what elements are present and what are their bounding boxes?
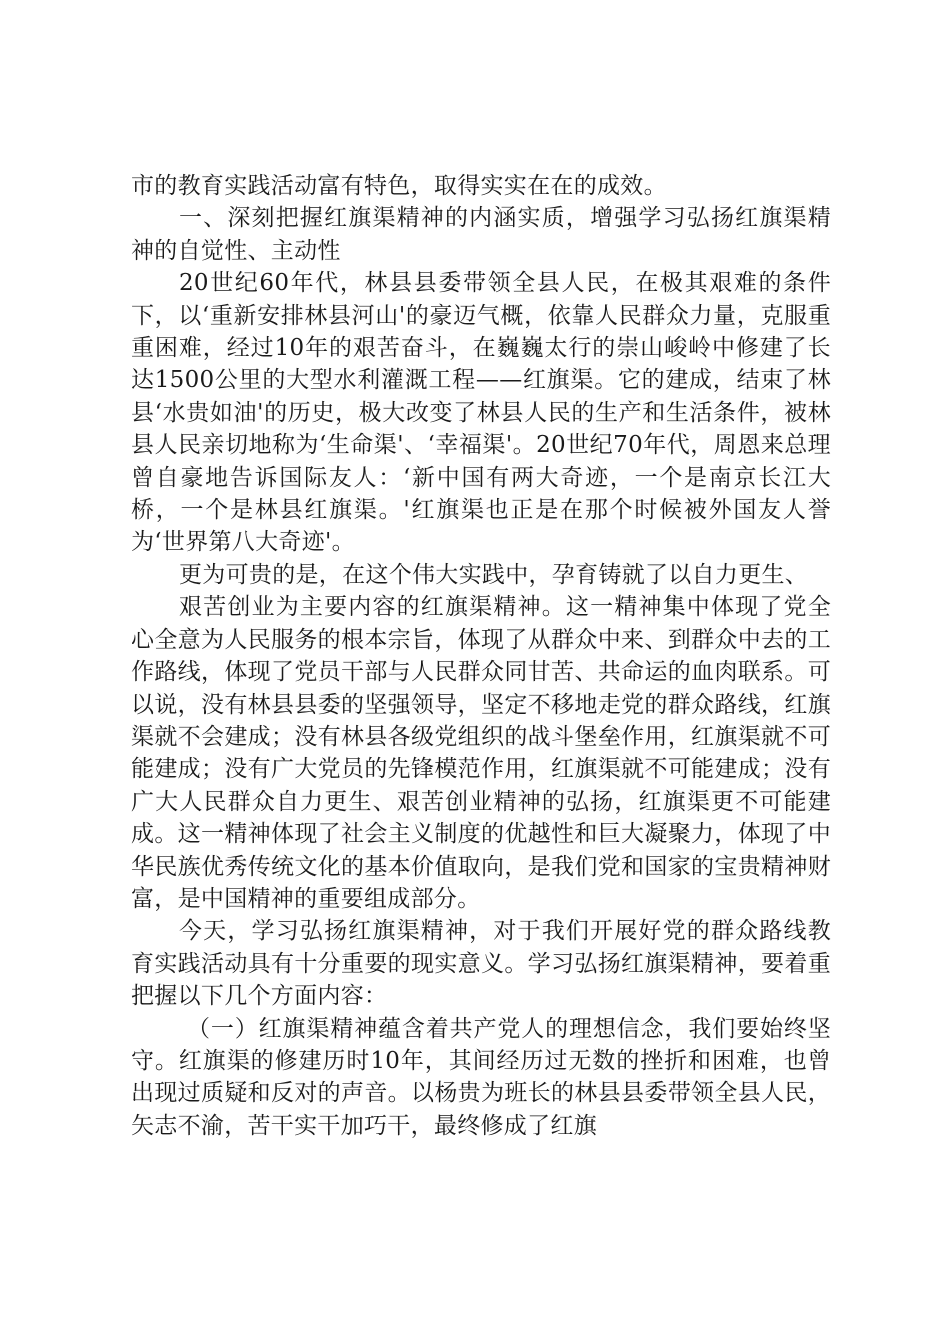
paragraph-history: 20世纪60年代，林县县委带领全县人民，在极其艰难的条件下，以‘重新安排林县河山'的豪迈气概，依靠人民群众力量，克服重重困难，经过10年的艰苦奋斗，在巍巍太行的崇山峻岭中修建了长达1500公里的大型水利灌溉工程——红旗渠。它的建成，结束了林县‘水贵如油'的历史，极大改变了林县人民的生产和生活条件，被林县人民亲切地称为‘生命渠'、‘幸福渠'。20世纪70年代，周恩来总理曾自豪地告诉国际友人：‘新中国有两大奇迹，一个是南京长江大桥，一个是林县红旗渠。'红旗渠也正是在那个时候被外国友人誉为‘世界第八大奇迹'。: [131, 270, 831, 556]
paragraph-spirit-content: 艰苦创业为主要内容的红旗渠精神。这一精神集中体现了党全心全意为人民服务的根本宗旨，体现了从群众中来、到群众中去的工作路线，体现了党员干部与人民群众同甘苦、共命运的血肉联系。可以说，没有林县县委的坚强领导，坚定不移地走党的群众路线，红旗渠就不会建成；没有林县各级党组织的战斗堡垒作用，红旗渠就不可能建成；没有广大党员的先锋模范作用，红旗渠就不可能建成；没有广大人民群众自力更生、艰苦创业精神的弘扬，红旗渠更不可能建成。这一精神体现了社会主义制度的优越性和巨大凝聚力，体现了中华民族优秀传统文化的基本价值取向，是我们党和国家的宝贵精神财富，是中国精神的重要组成部分。: [131, 594, 831, 912]
paragraph-spirit-intro: 更为可贵的是，在这个伟大实践中，孕育铸就了以自力更生、: [179, 561, 809, 588]
paragraph-point-1: （一）红旗渠精神蕴含着共产党人的理想信念，我们要始终坚守。红旗渠的修建历时10年，其间经历过无数的挫折和困难，也曾出现过质疑和反对的声音。以杨贵为班长的林县县委带领全县人民，矢志不渝，苦干实干加巧干，最终修成了红旗: [131, 1015, 831, 1139]
paragraph-significance: 今天，学习弘扬红旗渠精神，对于我们开展好党的群众路线教育实践活动具有十分重要的现实意义。学习弘扬红旗渠精神，要着重把握以下几个方面内容：: [131, 918, 831, 1010]
paragraph-continuation: 市的教育实践活动富有特色，取得实实在在的成效。: [131, 173, 667, 199]
document-body: [131, 170, 831, 1142]
section-heading-1: 一、深刻把握红旗渠精神的内涵实质，增强学习弘扬红旗渠精神的自觉性、主动性: [131, 205, 831, 264]
